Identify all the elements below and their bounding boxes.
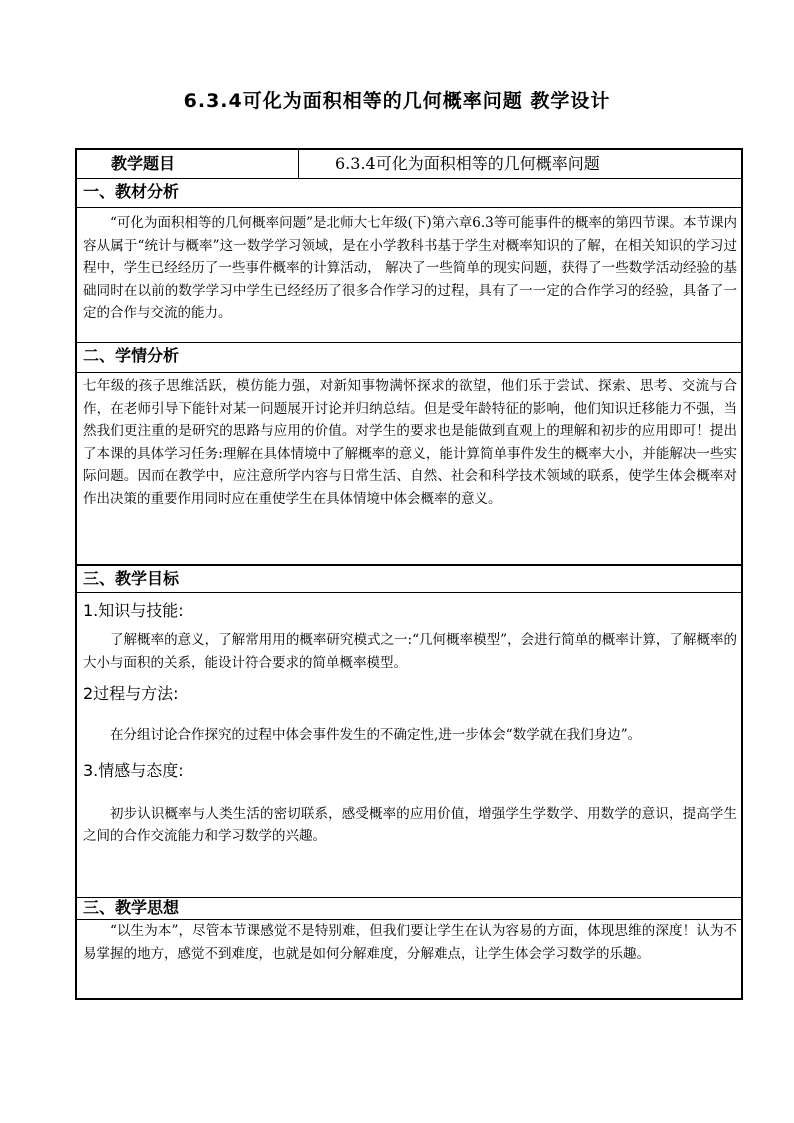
- goals-heading: 三、教学目标: [83, 569, 180, 588]
- topic-value: 6.3.4可化为面积相等的几何概率问题: [335, 154, 600, 173]
- material-heading: 一、教材分析: [83, 182, 180, 201]
- lesson-plan-table: [75, 148, 743, 1000]
- students-heading: 二、学情分析: [83, 346, 180, 365]
- process-text: 在分组讨论合作探究的过程中体会事件发生的不确定性,进一步体会“数学就在我们身边”。: [110, 727, 642, 743]
- knowledge-heading: 1.知识与技能:: [83, 601, 184, 620]
- emotion-text: 初步认识概率与人类生活的密切联系，感受概率的应用价值，增强学生学数学、用数学的意识，提高学生之间的合作交流能力和学习数学的兴趣。: [83, 805, 737, 844]
- goals-heading-row: [77, 566, 741, 593]
- header-row: [77, 150, 741, 179]
- thought-heading: 三、教学思想: [83, 898, 180, 917]
- students-text: 七年级的孩子思维活跃，模仿能力强，对新知事物满怀探求的欲望，他们乐于尝试、探索、思考、交流与合作，在老师引导下能针对某一问题展开讨论并归纳总结。但是受年龄特征的影响，他们知识迁移能力不强，当然我们更注重的是研究的思路与应用的价值。对学生的要求也是能做到直观上的理解和初步的应用即可！提出了本课的具体学习任务:理解在具体情境中了解概率的意义，能计算简单事件发生的概率大小，并能解决一些实际问题。因而在教学中，应注意所学内容与日常生活、自然、社会和科学技术领域的联系，使学生体会概率对作出决策的重要作用同时应在重使学生在具体情境中体会概率的意义。: [83, 378, 737, 507]
- goals-content-row: [77, 593, 741, 898]
- students-heading-row: [77, 343, 741, 373]
- emotion-heading: 3.情感与态度:: [83, 760, 184, 780]
- topic-label: 教学题目: [77, 150, 299, 178]
- knowledge-text: 了解概率的意义，了解常用用的概率研究模式之一:“几何概率模型”，会进行简单的概率计算，了解概率的大小与面积的关系，能设计符合要求的简单概率模型。: [83, 632, 737, 671]
- students-content-row: [77, 373, 741, 566]
- thought-text: “以生为本”，尽管本节课感觉不是特别难，但我们要让学生在认为容易的方面，体现思维的深度！认为不易掌握的地方，感觉不到难度，也就是如何分解难度，分解难点，让学生体会学习数学的乐趣。: [83, 923, 737, 962]
- material-text: “可化为面积相等的几何概率问题”是北师大七年级(下)第六章6.3等可能事件的概率的第四节课。本节课内容从属于“统计与概率”这一数学学习领域，是在小学教科书基于学生对概率知识的了解，在相关知识的学习过程中，学生已经经历了一些事件概率的计算活动， 解决了一些简单的现实问题，获得了一些数学活动经验的基础同时在以前的数学学习中学生已经经历了很多合作学习的过程，具有了一一定的合作学习的经验，具备了一定的合作与交流的能力。: [83, 215, 737, 321]
- process-heading: 2过程与方法:: [83, 684, 179, 703]
- document-title: 6.3.4可化为面积相等的几何概率问题 教学设计: [183, 90, 611, 112]
- thought-heading-row: [77, 898, 741, 920]
- material-content-row: [77, 208, 741, 343]
- material-heading-row: [77, 179, 741, 208]
- thought-content-row: [77, 920, 741, 965]
